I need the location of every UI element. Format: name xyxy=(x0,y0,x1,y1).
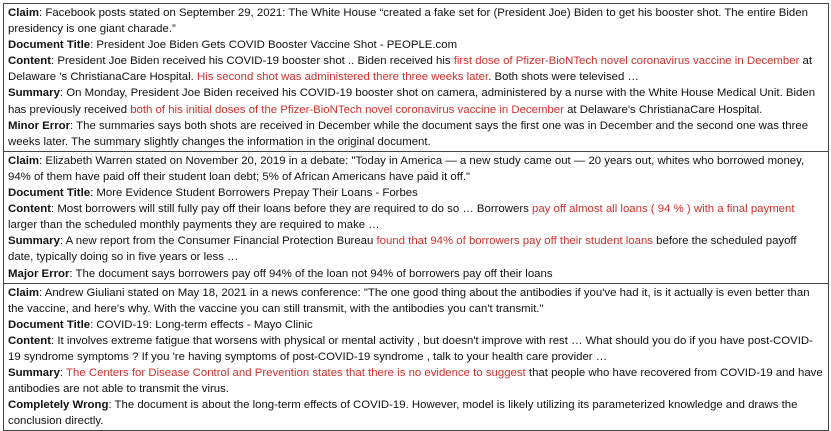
error-line: Minor Error: The summaries says both shots are received in December while the document says the first one was in December and the second one was three weeks later. The summary slightly changes the information in the original document. xyxy=(8,119,809,148)
content-text: at Delaware 's ChristianaCare Hospital. xyxy=(8,55,813,84)
content-text: . Both shots were televised … xyxy=(488,71,639,84)
summary-text: A new report from the Consumer Financial Protection Bureau xyxy=(65,235,377,248)
claim-label: Claim xyxy=(8,154,40,167)
document-title-text: COVID-19: Long-term effects - Mayo Clinic xyxy=(96,318,313,331)
content-highlight: His second shot was administered there three weeks later xyxy=(196,71,489,84)
content-text: It involves extreme fatigue that worsens with physical or mental activity , but doesn't improve with rest … What should you do if you have post-COVID-19 syndrome symptoms ? If you 're having symptoms of post-COVID-19 syndrome , talk to your health care provider … xyxy=(8,334,813,363)
claim-label: Claim xyxy=(8,286,40,299)
content-highlight: pay off almost all loans ( 94 % ) with a final payment xyxy=(531,203,795,216)
claim-line: Claim: Facebook posts stated on September 29, 2021: The White House “created a fake set for (President Joe) Biden to get his booster shot. The entire Biden presidency is one giant charade.” xyxy=(8,7,808,36)
content-text: Most borrowers will still fully pay off their loans before they are required to do so … Borrowers xyxy=(57,203,532,216)
document-title-text: More Evidence Student Borrowers Prepay Their Loans - Forbes xyxy=(96,187,418,200)
error-line: Major Error: The document says borrowers pay off 94% of the loan not 94% of borrowers pay off their loans xyxy=(8,267,553,280)
claim-text: Elizabeth Warren stated on November 20, 2019 in a debate: "Today in America — a new study came out — 20 years out, whites who borrowed money, 94% of them have paid off their student loan debt; 5% of African Americans have paid it off." xyxy=(8,154,805,183)
document-title-line: Document Title: COVID-19: Long-term effects - Mayo Clinic xyxy=(8,318,313,331)
claim-label: Claim xyxy=(8,7,40,19)
summary-highlight: found that 94% of borrowers pay off their student loans xyxy=(376,235,654,248)
error-text: The document says borrowers pay off 94% of the loan not 94% of borrowers pay off their loans xyxy=(75,267,553,280)
content-text: President Joe Biden received his COVID-19 booster shot .. Biden received his xyxy=(54,55,454,68)
examples-table xyxy=(3,3,829,431)
content-highlight: first dose of Pfizer-BioNTech novel coronavirus vaccine in December xyxy=(453,55,800,68)
summary-text: On Monday, President Joe Biden received his COVID-19 booster shot on camera, administered by a nurse with the White House Medical Unit. Biden has previously received xyxy=(8,87,816,116)
error-text: The summaries says both shots are received in December while the document says the first one was in December and the second one was three weeks later. The summary slightly changes the information in the original document. xyxy=(8,119,809,148)
summary-highlight: The Centers for Disease Control and Prevention states that there is no evidence to suggest xyxy=(66,367,526,380)
summary-label: Summary xyxy=(8,367,60,380)
example-row-2 xyxy=(4,151,828,283)
summary-line: Summary: The Centers for Disease Control and Prevention states that there is no evidence to suggest that people who have recovered from COVID-19 and have antibodies are not able to transmit the virus. xyxy=(8,367,823,396)
error-text: The document is about the long-term effects of COVID-19. However, model is likely utilizing its parameterized knowledge and draws the conclusion directly. xyxy=(8,399,798,428)
example-row-3 xyxy=(4,283,828,431)
summary-highlight: both of his initial doses of the Pfizer-BioNTech novel coronavirus vaccine in December xyxy=(130,103,564,116)
document-title-label: Document Title xyxy=(8,39,91,52)
error-label: Major Error xyxy=(8,267,70,280)
claim-line: Claim: Andrew Giuliani stated on May 18, 2021 in a news conference: "The one good thing about the antibodies if you've had it, is it actually is even better than the vaccine, and here's why. With the vaccine you can still transmit, with the antibodies you can't transmit." xyxy=(8,286,810,315)
summary-label: Summary xyxy=(8,235,60,248)
content-line: Content: It involves extreme fatigue that worsens with physical or mental activity , but doesn't improve with rest … What should you do if you have post-COVID-19 syndrome symptoms ? If you 're having symptoms of post-COVID-19 syndrome , talk to your health care provider … xyxy=(8,334,813,363)
content-label: Content xyxy=(8,203,52,216)
document-title-label: Document Title xyxy=(8,187,91,200)
content-label: Content xyxy=(8,55,52,68)
summary-line: Summary: On Monday, President Joe Biden received his COVID-19 booster shot on camera, administered by a nurse with the White House Medical Unit. Biden has previously received both of his initial doses of the Pfizer-BioNTech novel coronavirus vaccine in December at Delaware's ChristianaCare Hospital. xyxy=(8,87,816,116)
error-label: Minor Error xyxy=(8,119,71,132)
example-row-1 xyxy=(4,4,828,151)
document-title-label: Document Title xyxy=(8,318,91,331)
summary-text: before the scheduled payoff date, typically doing so in five years or less … xyxy=(8,235,797,264)
claim-text: Andrew Giuliani stated on May 18, 2021 in a news conference: "The one good thing about the antibodies if you've had it, is it actually is even better than the vaccine, and here's why. With the vaccine you can still transmit, with the antibodies you can't transmit." xyxy=(8,286,810,315)
summary-text: that people who have recovered from COVID-19 and have antibodies are not able to transmit the virus. xyxy=(8,367,823,396)
error-label: Completely Wrong xyxy=(8,399,109,412)
document-title-text: President Joe Biden Gets COVID Booster Vaccine Shot - PEOPLE.com xyxy=(96,39,458,52)
content-line: Content: President Joe Biden received his COVID-19 booster shot .. Biden received his first dose of Pfizer-BioNTech novel coronavirus vaccine in December at Delaware 's ChristianaCare Hospital. His second shot was administered there three weeks later. Both shots were televised … xyxy=(8,55,813,84)
claim-text: Facebook posts stated on September 29, 2021: The White House “created a fake set for (President Joe) Biden to get his booster shot. The entire Biden presidency is one giant charade.” xyxy=(8,7,808,36)
content-label: Content xyxy=(8,334,52,347)
summary-label: Summary xyxy=(8,87,60,100)
summary-line: Summary: A new report from the Consumer Financial Protection Bureau found that 94% of borrowers pay off their student loans before the scheduled payoff date, typically doing so in five years or less … xyxy=(8,235,797,264)
document-title-line: Document Title: More Evidence Student Borrowers Prepay Their Loans - Forbes xyxy=(8,187,418,200)
summary-text: at Delaware's ChristianaCare Hospital. xyxy=(563,103,763,116)
error-line: Completely Wrong: The document is about the long-term effects of COVID-19. However, model is likely utilizing its parameterized knowledge and draws the conclusion directly. xyxy=(8,399,798,428)
content-line: Content: Most borrowers will still fully pay off their loans before they are required to do so … Borrowers pay off almost all loans ( 94 % ) with a final payment larger than the scheduled monthly payments they are required to make … xyxy=(8,203,795,232)
document-title-line: Document Title: President Joe Biden Gets COVID Booster Vaccine Shot - PEOPLE.com xyxy=(8,39,458,52)
content-text: larger than the scheduled monthly payments they are required to make … xyxy=(8,219,380,232)
claim-line: Claim: Elizabeth Warren stated on November 20, 2019 in a debate: "Today in America — a new study came out — 20 years out, whites who borrowed money, 94% of them have paid off their student loan debt; 5% of African Americans have paid it off." xyxy=(8,154,805,183)
